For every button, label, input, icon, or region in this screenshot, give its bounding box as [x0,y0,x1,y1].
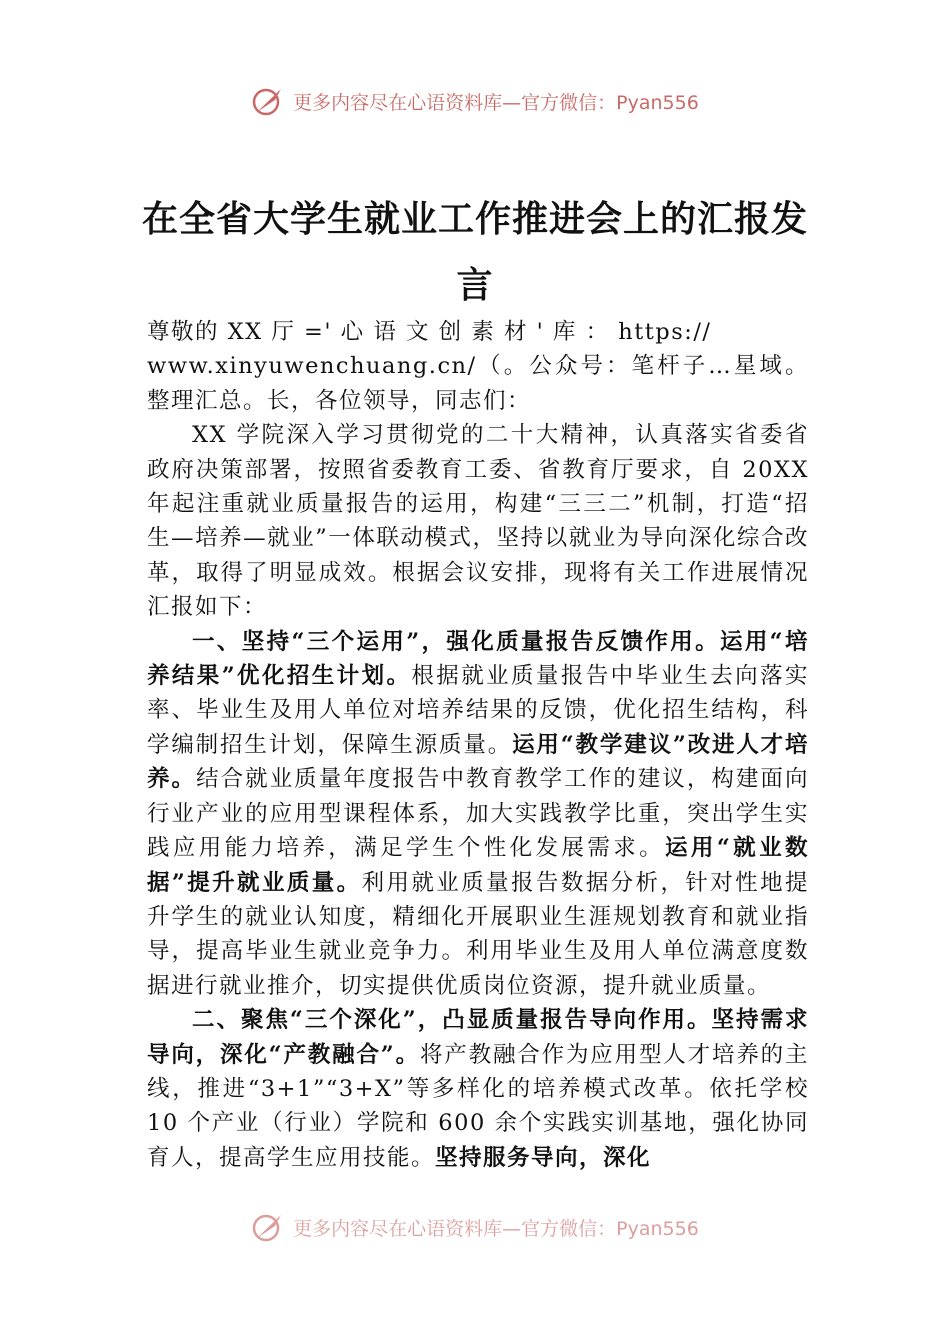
section-1-heading: 一、坚持“三个运用”，强化质量报告反馈作用。 [192,628,720,655]
section-1-point-1-text: 根据就业质量报告中毕业生去向落实率、毕业生及用人单位对培养结果的反馈，优化招生结构，科学编制招生计划，保障生源质量。 [147,663,809,758]
section-1-paragraph [147,625,809,1003]
watermark-text-footer: 更多内容尽在心语资料库—官方微信：Pyan556 [293,1217,699,1240]
watermark-text: 更多内容尽在心语资料库—官方微信：Pyan556 [293,91,699,114]
section-1-point-3-heading: 运用“就业数据”提升就业质量。 [147,835,809,896]
section-2-heading: 二、聚焦“三个深化”，凸显质量报告导向作用。 [192,1007,712,1034]
document-title: 在全省大学生就业工作推进会上的汇报发言 [141,198,808,306]
section-2-point-1-heading: 坚持需求导向，深化“产教融合”。 [147,1007,809,1068]
salutation-line-1: 尊敬的 XX 厅 =' 心 语 文 创 素 材 ' 库 ： https:// [147,319,712,345]
quill-logo-icon [251,1212,285,1242]
section-1-point-3-text: 利用就业质量报告数据分析，针对性地提升学生的就业认知度，精细化开展职业生涯规划教育和就业指导，提高毕业生就业竞争力。利用毕业生及用人单位满意度数据进行就业推介，切实提供优质岗位资源，提升就业质量。 [147,869,809,999]
section-1-point-1-heading: 运用“培养结果”优化招生计划。 [147,628,809,690]
document-body [147,315,809,1175]
section-1-point-2-text: 结合就业质量年度报告中教育教学工作的建议，构建面向行业产业的应用型课程体系，加大实践教学比重，突出学生实践应用能力培养，满足学生个性化发展需求。 [147,766,809,862]
footer-watermark [0,1212,950,1242]
quill-logo-icon [251,86,285,116]
salutation [147,315,809,418]
header-watermark [0,86,950,116]
intro-paragraph: XX 学院深入学习贯彻党的二十大精神，认真落实省委省政府决策部署，按照省委教育工委、省教育厅要求，自 20XX 年起注重就业质量报告的运用，构建“三三二”机制，打造“招生—培养—就业”一体联动模式，坚持以就业为导向深化综合改革，取得了明显成效。根据会议安排，现将有关工作进展情况汇报如下： [147,422,809,621]
section-2-point-1-text: 将产教融合作为应用型人才培养的主线，推进“3+1”“3+X”等多样化的培养模式改革。依托学校 10 个产业（行业）学院和 600 余个实践实训基地，强化协同育人，提高学生应用技能。 [147,1041,809,1171]
section-2-paragraph [147,1003,809,1175]
section-2-point-2-heading: 坚持服务导向，深化 [435,1144,652,1171]
salutation-line-2: www.xinyuwenchuang.cn/（。公众号：笔杆子…星域。整理汇总。长，各位领导，同志们： [147,353,809,414]
section-1-point-2-heading: 运用“教学建议”改进人才培养。 [147,731,809,793]
